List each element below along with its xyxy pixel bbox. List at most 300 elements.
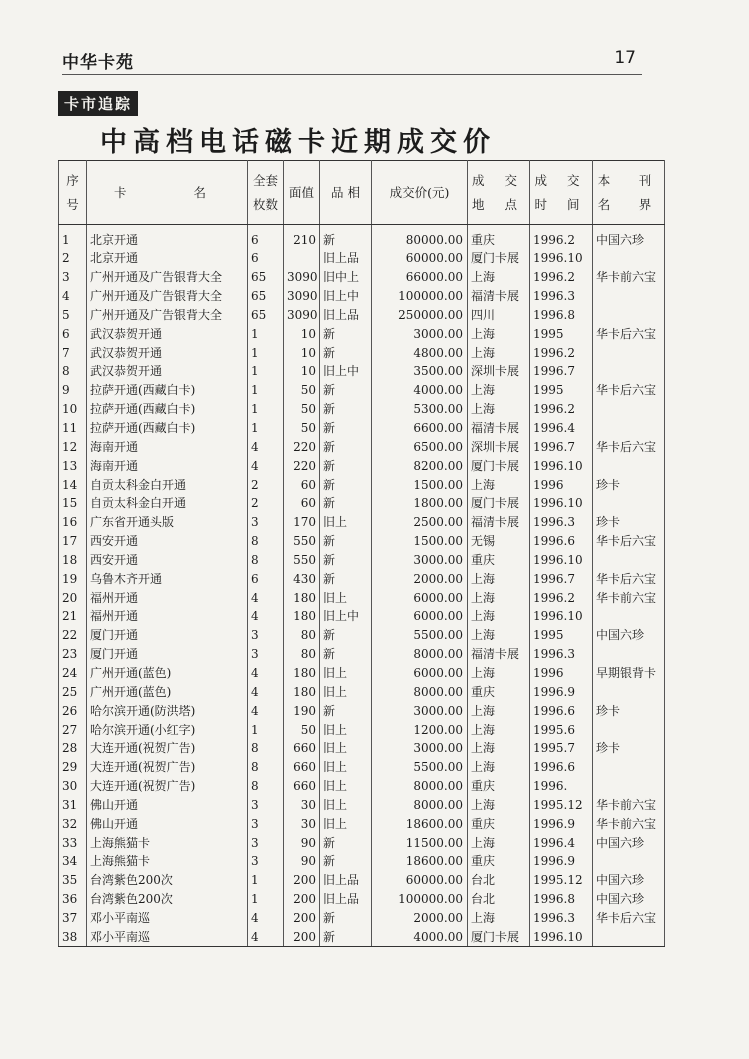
- cell-list: 中国六珍: [593, 626, 665, 645]
- cell-sets: 2: [248, 494, 284, 513]
- cell-price: 8000.00: [372, 645, 468, 664]
- cell-name: 拉萨开通(西藏白卡): [87, 400, 248, 419]
- cell-name: 自贡太科金白开通: [87, 494, 248, 513]
- cell-time: 1996.7: [530, 437, 593, 456]
- cell-name: 西安开通: [87, 551, 248, 570]
- cell-face: 210: [284, 225, 320, 250]
- cell-sets: 8: [248, 532, 284, 551]
- cell-face: 80: [284, 645, 320, 664]
- cell-face: 50: [284, 381, 320, 400]
- cell-sets: 3: [248, 645, 284, 664]
- cell-place: 福清卡展: [468, 287, 530, 306]
- cell-no: 37: [59, 909, 87, 928]
- cell-list: [593, 419, 665, 438]
- cell-place: 上海: [468, 324, 530, 343]
- cell-no: 27: [59, 720, 87, 739]
- cell-sets: 3: [248, 814, 284, 833]
- cell-place: 厦门卡展: [468, 249, 530, 268]
- cell-name: 海南开通: [87, 456, 248, 475]
- cell-place: 上海: [468, 795, 530, 814]
- cell-no: 25: [59, 682, 87, 701]
- cell-name: 北京开通: [87, 225, 248, 250]
- cell-place: 上海: [468, 268, 530, 287]
- cell-sets: 4: [248, 588, 284, 607]
- magazine-name: 中华卡苑: [62, 53, 134, 73]
- cell-name: 邓小平南巡: [87, 927, 248, 946]
- cell-place: 上海: [468, 588, 530, 607]
- cell-place: 重庆: [468, 682, 530, 701]
- cell-list: [593, 343, 665, 362]
- cell-no: 18: [59, 551, 87, 570]
- cell-no: 29: [59, 758, 87, 777]
- cell-face: 180: [284, 607, 320, 626]
- cell-cond: 旧上: [320, 739, 372, 758]
- cell-name: 厦门开通: [87, 645, 248, 664]
- cell-face: 200: [284, 909, 320, 928]
- cell-cond: 新: [320, 225, 372, 250]
- cell-price: 60000.00: [372, 249, 468, 268]
- cell-time: 1996.2: [530, 343, 593, 362]
- cell-name: 台湾紫色200次: [87, 871, 248, 890]
- section-tag: 卡市追踪: [58, 91, 138, 116]
- cell-time: 1996.2: [530, 588, 593, 607]
- cell-place: 上海: [468, 607, 530, 626]
- cell-sets: 6: [248, 249, 284, 268]
- table-row: [59, 400, 665, 419]
- cell-sets: 8: [248, 739, 284, 758]
- cell-list: [593, 852, 665, 871]
- cell-price: 6000.00: [372, 588, 468, 607]
- cell-place: 上海: [468, 701, 530, 720]
- cell-name: 西安开通: [87, 532, 248, 551]
- cell-face: 170: [284, 513, 320, 532]
- cell-sets: 1: [248, 419, 284, 438]
- cell-face: 50: [284, 419, 320, 438]
- cell-list: [593, 758, 665, 777]
- cell-no: 26: [59, 701, 87, 720]
- cell-cond: 新: [320, 701, 372, 720]
- cell-list: 中国六珍: [593, 890, 665, 909]
- cell-no: 22: [59, 626, 87, 645]
- cell-place: 深圳卡展: [468, 362, 530, 381]
- cell-face: 10: [284, 362, 320, 381]
- cell-sets: 6: [248, 225, 284, 250]
- cell-face: 30: [284, 795, 320, 814]
- cell-place: 上海: [468, 758, 530, 777]
- cell-price: 6000.00: [372, 664, 468, 683]
- cell-sets: 8: [248, 777, 284, 796]
- cell-list: [593, 400, 665, 419]
- cell-sets: 4: [248, 456, 284, 475]
- cell-time: 1996.4: [530, 419, 593, 438]
- cell-price: 1200.00: [372, 720, 468, 739]
- cell-face: 550: [284, 532, 320, 551]
- cell-time: 1996.3: [530, 513, 593, 532]
- cell-price: 4800.00: [372, 343, 468, 362]
- cell-time: 1996.6: [530, 532, 593, 551]
- cell-face: 660: [284, 758, 320, 777]
- cell-no: 31: [59, 795, 87, 814]
- table-row: [59, 758, 665, 777]
- cell-name: 福州开通: [87, 588, 248, 607]
- table-row: [59, 795, 665, 814]
- table-row: [59, 437, 665, 456]
- cell-time: 1996.9: [530, 814, 593, 833]
- cell-face: [284, 249, 320, 268]
- cell-no: 17: [59, 532, 87, 551]
- table-row: [59, 306, 665, 325]
- table-row: [59, 268, 665, 287]
- table-row: [59, 664, 665, 683]
- cell-cond: 旧上: [320, 664, 372, 683]
- table-body: [59, 225, 665, 947]
- table-row: [59, 494, 665, 513]
- cell-time: 1996.4: [530, 833, 593, 852]
- cell-name: 乌鲁木齐开通: [87, 569, 248, 588]
- cell-list: [593, 362, 665, 381]
- cell-list: 华卡后六宝: [593, 381, 665, 400]
- cell-sets: 3: [248, 513, 284, 532]
- table-row: [59, 287, 665, 306]
- cell-list: [593, 720, 665, 739]
- cell-name: 拉萨开通(西藏白卡): [87, 381, 248, 400]
- cell-sets: 3: [248, 626, 284, 645]
- table-row: [59, 645, 665, 664]
- cell-place: 重庆: [468, 852, 530, 871]
- cell-cond: 新: [320, 343, 372, 362]
- cell-place: 深圳卡展: [468, 437, 530, 456]
- cell-no: 9: [59, 381, 87, 400]
- cell-no: 38: [59, 927, 87, 946]
- cell-name: 拉萨开通(西藏白卡): [87, 419, 248, 438]
- cell-price: 3000.00: [372, 551, 468, 570]
- cell-price: 1500.00: [372, 475, 468, 494]
- cell-cond: 新: [320, 626, 372, 645]
- col-header-price: 成交价(元): [372, 161, 468, 225]
- table-row: [59, 551, 665, 570]
- cell-place: 上海: [468, 664, 530, 683]
- cell-no: 24: [59, 664, 87, 683]
- cell-price: 6600.00: [372, 419, 468, 438]
- cell-list: 中国六珍: [593, 871, 665, 890]
- cell-place: 福清卡展: [468, 419, 530, 438]
- cell-price: 3000.00: [372, 739, 468, 758]
- table-row: [59, 419, 665, 438]
- cell-sets: 4: [248, 909, 284, 928]
- cell-name: 武汉恭贺开通: [87, 343, 248, 362]
- cell-price: 3000.00: [372, 701, 468, 720]
- cell-name: 广东省开通头版: [87, 513, 248, 532]
- cell-list: 中国六珍: [593, 225, 665, 250]
- cell-sets: 3: [248, 852, 284, 871]
- cell-time: 1995: [530, 626, 593, 645]
- cell-face: 660: [284, 739, 320, 758]
- cell-place: 上海: [468, 400, 530, 419]
- cell-list: 华卡后六宝: [593, 437, 665, 456]
- cell-time: 1996.9: [530, 682, 593, 701]
- cell-place: 重庆: [468, 225, 530, 250]
- cell-sets: 65: [248, 306, 284, 325]
- cell-cond: 新: [320, 833, 372, 852]
- table-row: [59, 513, 665, 532]
- cell-no: 32: [59, 814, 87, 833]
- table-header-row: [59, 161, 665, 225]
- cell-cond: 旧上: [320, 513, 372, 532]
- cell-face: 90: [284, 833, 320, 852]
- table-row: [59, 682, 665, 701]
- cell-price: 66000.00: [372, 268, 468, 287]
- cell-name: 广州开通及广告银背大全: [87, 268, 248, 287]
- cell-price: 4000.00: [372, 927, 468, 946]
- table-row: [59, 324, 665, 343]
- cell-sets: 4: [248, 437, 284, 456]
- table-row: [59, 607, 665, 626]
- cell-price: 5300.00: [372, 400, 468, 419]
- cell-face: 10: [284, 324, 320, 343]
- cell-face: 3090: [284, 287, 320, 306]
- cell-name: 上海熊猫卡: [87, 852, 248, 871]
- cell-no: 11: [59, 419, 87, 438]
- cell-time: 1996.10: [530, 456, 593, 475]
- cell-price: 3500.00: [372, 362, 468, 381]
- cell-cond: 旧上: [320, 758, 372, 777]
- cell-name: 大连开通(祝贺广告): [87, 777, 248, 796]
- cell-sets: 2: [248, 475, 284, 494]
- cell-no: 14: [59, 475, 87, 494]
- cell-list: 华卡前六宝: [593, 588, 665, 607]
- cell-cond: 新: [320, 551, 372, 570]
- cell-list: [593, 456, 665, 475]
- table-row: [59, 814, 665, 833]
- cell-price: 2000.00: [372, 909, 468, 928]
- cell-face: 90: [284, 852, 320, 871]
- cell-face: 3090: [284, 306, 320, 325]
- cell-place: 重庆: [468, 551, 530, 570]
- cell-cond: 旧上中: [320, 287, 372, 306]
- cell-price: 6500.00: [372, 437, 468, 456]
- cell-name: 广州开通(蓝色): [87, 682, 248, 701]
- cell-list: 珍卡: [593, 701, 665, 720]
- cell-no: 23: [59, 645, 87, 664]
- cell-cond: 新: [320, 437, 372, 456]
- cell-no: 4: [59, 287, 87, 306]
- cell-sets: 1: [248, 324, 284, 343]
- cell-face: 180: [284, 588, 320, 607]
- cell-cond: 新: [320, 419, 372, 438]
- cell-face: 50: [284, 400, 320, 419]
- cell-sets: 1: [248, 400, 284, 419]
- cell-price: 100000.00: [372, 287, 468, 306]
- cell-place: 台北: [468, 890, 530, 909]
- cell-price: 8200.00: [372, 456, 468, 475]
- cell-no: 1: [59, 225, 87, 250]
- cell-face: 180: [284, 682, 320, 701]
- cell-cond: 旧上: [320, 777, 372, 796]
- cell-face: 200: [284, 871, 320, 890]
- cell-face: 180: [284, 664, 320, 683]
- cell-no: 10: [59, 400, 87, 419]
- table-row: [59, 871, 665, 890]
- cell-list: [593, 645, 665, 664]
- cell-time: 1996.10: [530, 494, 593, 513]
- cell-face: 220: [284, 437, 320, 456]
- cell-sets: 3: [248, 795, 284, 814]
- cell-name: 海南开通: [87, 437, 248, 456]
- cell-cond: 旧上中: [320, 362, 372, 381]
- cell-time: 1995.12: [530, 795, 593, 814]
- cell-face: 200: [284, 927, 320, 946]
- cell-face: 190: [284, 701, 320, 720]
- cell-list: 早期银背卡: [593, 664, 665, 683]
- cell-list: 华卡前六宝: [593, 795, 665, 814]
- cell-time: 1996.10: [530, 607, 593, 626]
- cell-sets: 3: [248, 833, 284, 852]
- cell-name: 厦门开通: [87, 626, 248, 645]
- cell-no: 7: [59, 343, 87, 362]
- cell-list: 华卡前六宝: [593, 814, 665, 833]
- cell-no: 6: [59, 324, 87, 343]
- cell-name: 福州开通: [87, 607, 248, 626]
- cell-name: 广州开通及广告银背大全: [87, 306, 248, 325]
- cell-list: [593, 494, 665, 513]
- cell-list: [593, 551, 665, 570]
- cell-cond: 新: [320, 645, 372, 664]
- cell-no: 19: [59, 569, 87, 588]
- table-row: [59, 852, 665, 871]
- page-header: [62, 48, 642, 75]
- cell-cond: 新: [320, 569, 372, 588]
- col-header-name: 卡 名: [87, 161, 248, 225]
- cell-sets: 4: [248, 927, 284, 946]
- cell-cond: 新: [320, 927, 372, 946]
- cell-time: 1996.8: [530, 306, 593, 325]
- cell-no: 35: [59, 871, 87, 890]
- cell-cond: 新: [320, 909, 372, 928]
- cell-no: 5: [59, 306, 87, 325]
- cell-name: 北京开通: [87, 249, 248, 268]
- cell-list: 珍卡: [593, 513, 665, 532]
- table-row: [59, 777, 665, 796]
- col-header-condition: 品 相: [320, 161, 372, 225]
- cell-sets: 4: [248, 664, 284, 683]
- cell-name: 广州开通(蓝色): [87, 664, 248, 683]
- cell-time: 1996.: [530, 777, 593, 796]
- table-row: [59, 249, 665, 268]
- cell-list: 中国六珍: [593, 833, 665, 852]
- cell-list: [593, 306, 665, 325]
- table-row: [59, 626, 665, 645]
- cell-time: 1996.2: [530, 225, 593, 250]
- cell-time: 1996.6: [530, 701, 593, 720]
- cell-price: 1500.00: [372, 532, 468, 551]
- cell-sets: 6: [248, 569, 284, 588]
- cell-no: 30: [59, 777, 87, 796]
- cell-time: 1996.3: [530, 287, 593, 306]
- cell-cond: 新: [320, 494, 372, 513]
- cell-time: 1995: [530, 324, 593, 343]
- cell-name: 大连开通(祝贺广告): [87, 739, 248, 758]
- page-title: 中高档电话磁卡近期成交价: [100, 127, 496, 158]
- col-header-time: 成 交 时 间: [530, 161, 593, 225]
- cell-list: 华卡后六宝: [593, 569, 665, 588]
- cell-cond: 旧上品: [320, 306, 372, 325]
- cell-face: 60: [284, 494, 320, 513]
- cell-price: 100000.00: [372, 890, 468, 909]
- col-header-listing: 本 刊 名 界: [593, 161, 665, 225]
- cell-time: 1996.2: [530, 400, 593, 419]
- cell-price: 60000.00: [372, 871, 468, 890]
- cell-name: 自贡太科金白开通: [87, 475, 248, 494]
- table-row: [59, 343, 665, 362]
- cell-price: 8000.00: [372, 682, 468, 701]
- cell-time: 1995.6: [530, 720, 593, 739]
- cell-list: [593, 249, 665, 268]
- cell-list: 华卡前六宝: [593, 268, 665, 287]
- cell-time: 1996.6: [530, 758, 593, 777]
- cell-no: 34: [59, 852, 87, 871]
- cell-name: 广州开通及广告银背大全: [87, 287, 248, 306]
- cell-sets: 1: [248, 890, 284, 909]
- cell-name: 佛山开通: [87, 814, 248, 833]
- cell-no: 12: [59, 437, 87, 456]
- cell-cond: 旧上: [320, 720, 372, 739]
- cell-price: 5500.00: [372, 626, 468, 645]
- cell-face: 50: [284, 720, 320, 739]
- cell-name: 大连开通(祝贺广告): [87, 758, 248, 777]
- cell-cond: 新: [320, 475, 372, 494]
- cell-list: [593, 777, 665, 796]
- cell-sets: 4: [248, 607, 284, 626]
- cell-sets: 1: [248, 362, 284, 381]
- cell-no: 36: [59, 890, 87, 909]
- cell-price: 3000.00: [372, 324, 468, 343]
- cell-price: 250000.00: [372, 306, 468, 325]
- cell-place: 福清卡展: [468, 513, 530, 532]
- cell-cond: 旧上品: [320, 249, 372, 268]
- cell-time: 1995: [530, 381, 593, 400]
- cell-no: 3: [59, 268, 87, 287]
- cell-place: 上海: [468, 343, 530, 362]
- cell-place: 上海: [468, 720, 530, 739]
- cell-place: 上海: [468, 381, 530, 400]
- cell-place: 上海: [468, 475, 530, 494]
- cell-price: 6000.00: [372, 607, 468, 626]
- cell-cond: 新: [320, 852, 372, 871]
- cell-place: 重庆: [468, 777, 530, 796]
- cell-cond: 新: [320, 324, 372, 343]
- cell-name: 哈尔滨开通(防洪塔): [87, 701, 248, 720]
- table-row: [59, 739, 665, 758]
- table-row: [59, 225, 665, 250]
- table-row: [59, 909, 665, 928]
- cell-name: 台湾紫色200次: [87, 890, 248, 909]
- cell-place: 上海: [468, 626, 530, 645]
- table-row: [59, 833, 665, 852]
- cell-face: 550: [284, 551, 320, 570]
- cell-sets: 4: [248, 701, 284, 720]
- cell-name: 武汉恭贺开通: [87, 362, 248, 381]
- cell-list: [593, 607, 665, 626]
- cell-sets: 65: [248, 268, 284, 287]
- table-row: [59, 456, 665, 475]
- cell-price: 11500.00: [372, 833, 468, 852]
- cell-sets: 8: [248, 551, 284, 570]
- cell-sets: 65: [248, 287, 284, 306]
- cell-name: 佛山开通: [87, 795, 248, 814]
- cell-time: 1996.8: [530, 890, 593, 909]
- cell-cond: 旧上中: [320, 607, 372, 626]
- cell-face: 200: [284, 890, 320, 909]
